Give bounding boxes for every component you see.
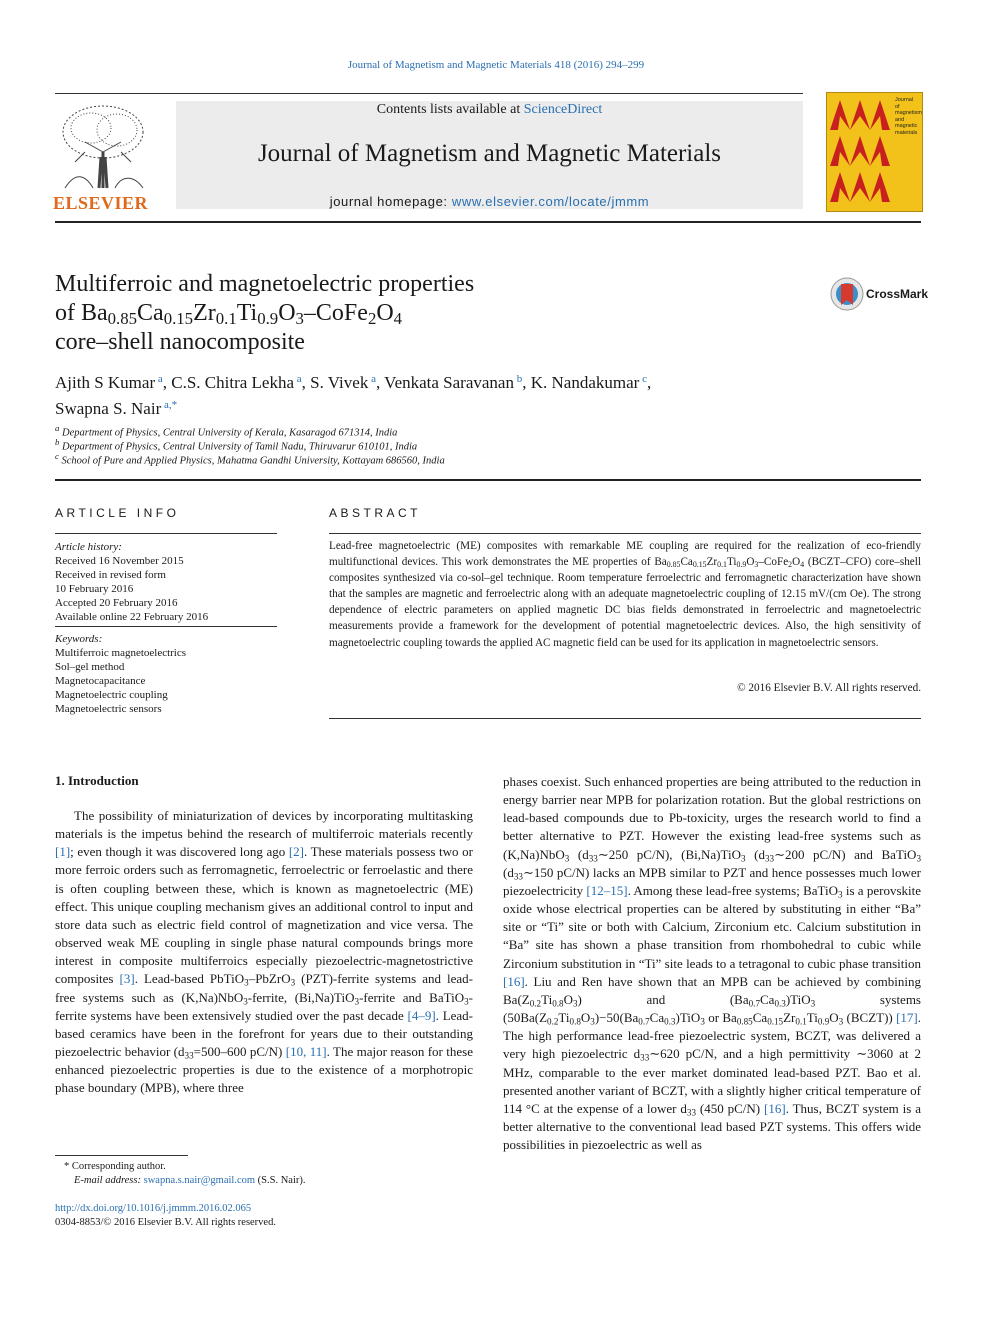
author-affiliation-marker[interactable]: a xyxy=(368,373,376,385)
affiliation-key: b xyxy=(55,437,60,447)
keyword-item: Magnetocapacitance xyxy=(55,675,146,687)
keywords-label: Keywords: xyxy=(55,633,103,645)
author-affiliation-marker[interactable]: a xyxy=(155,373,163,385)
body-right-column: phases coexist. Such enhanced properties are being attributed to the reduction in energy barrier near MPB for polarization rotation. But the global restrictions on lead-based compounds due to Pb-toxicity, urges the research world to find a better alternative to PZT. However the existing lead-free systems such as (K,Na)NbO$_3$ ($d_{33}\sim 250$ pC/N), (Bi,Na)TiO$_3$ ($d_{33}\sim 200$ pC/N) and BaTiO$_3$ ($d_{33}\sim 150$ pC/N) lacks an MPB similar to PZT and hence possesses much lower piezoelectricity [12–15]. Among these lead-free systems; BaTiO$_3$ is a perovskite oxide whose electrical properties can be altered by substituting in either “Ba” site or “Ti” site or both with Calcium, Zirconium etc. Calcium substitution in “Ba” site has shown a phase transition from rhombohedral to cubic while Zirconium substitution in “Ti” site leads to a tetragonal to cubic phase transition [16]. Liu and Ren have shown that an MPB can be achieved by combining $Ba(Z_{0.2}Ti_{0.8}O_3)$ and $(Ba_{0.7}Ca_{0.3})TiO_3$ systems ($50Ba(Z_{0.2}Ti_{0.8}O_3)-50(Ba_{0.7}Ca_{0.3})TiO_3$ or $Ba_{0.85}Ca_{0.15}Zr_{0.1}Ti_{0.9}O_3$ (BCZT)) [17]. The high performance lead-free piezoelectric system, BCZT, was delivered a very high piezoelectric $d_{33}\sim 620$ pC/N, and a high permittivity ∼3060 at 2 MHz, comparable to the ever market dominated lead-based PZT. Bao et al. presented another variant of BCZT, with a slightly higher critical temperature of 114 °C at the expense of a lower $d_{33}$ (450 pC/N) [16]. Thus, BCZT system is a better alternative to the conventional lead based PZT systems. This offers wide possibilities in piezoelectric as well as xyxy=(503,774,921,1153)
journal-title: Journal of Magnetism and Magnetic Materials xyxy=(257,140,722,167)
author-name[interactable]: Venkata Saravanan xyxy=(384,373,514,392)
corresponding-author-note: * Corresponding author. xyxy=(64,1161,166,1172)
history-item: Available online 22 February 2016 xyxy=(55,611,209,623)
author-name[interactable]: Swapna S. Nair xyxy=(55,399,162,418)
contents-prefix: Contents lists available at xyxy=(376,102,521,117)
homepage-link[interactable]: www.elsevier.com/locate/jmmm xyxy=(451,194,650,209)
history-item: Received in revised form xyxy=(55,569,166,581)
article-info-heading: ARTICLE INFO xyxy=(55,506,180,520)
affiliation-c xyxy=(55,451,445,467)
author-name[interactable]: K. Nandakumar xyxy=(530,373,640,392)
title-line-3: core–shell nanocomposite xyxy=(55,329,305,355)
author-name[interactable]: C.S. Chitra Lekha xyxy=(171,373,295,392)
article-info-rule xyxy=(55,533,277,534)
affiliation-key: a xyxy=(55,423,60,433)
abstract-copyright: © 2016 Elsevier B.V. All rights reserved. xyxy=(737,682,921,694)
keyword-item: Sol–gel method xyxy=(55,661,125,673)
doi-link[interactable]: http://dx.doi.org/10.1016/j.jmmm.2016.02.065 xyxy=(55,1203,252,1214)
footnote-rule xyxy=(55,1155,188,1156)
email-link[interactable]: swapna.s.nair@gmail.com xyxy=(143,1175,256,1186)
article-history xyxy=(55,540,277,624)
history-item: Received 16 November 2015 xyxy=(55,555,184,567)
abstract-bottom-rule xyxy=(329,718,921,719)
homepage-prefix: journal homepage: xyxy=(329,194,448,209)
keywords-list xyxy=(55,646,277,716)
crossmark-label[interactable]: CrossMark xyxy=(866,287,929,301)
keyword-item: Magnetoelectric coupling xyxy=(55,689,168,701)
history-item: 10 February 2016 xyxy=(55,583,134,595)
jmmm-cover-mark xyxy=(828,98,894,208)
affiliation-text: School of Pure and Applied Physics, Mahatma Gandhi University, Kottayam 686560, India xyxy=(61,455,445,467)
elsevier-tree-logo xyxy=(55,102,155,190)
author-affiliation-marker[interactable]: b xyxy=(513,373,523,385)
title-line-1: Multiferroic and magnetoelectric properties xyxy=(55,271,475,297)
title-line-2: of $Ba_{0.85}Ca_{0.15}Zr_{0.1}Ti_{0.9}O_3-CoFe_2O_4$ xyxy=(55,300,403,329)
issn-line: 0304-8853/© 2016 Elsevier B.V. All rights reserved. xyxy=(55,1217,276,1228)
history-label: Article history: xyxy=(55,541,122,553)
cover-title: Journal of magnetism and magnetic materials xyxy=(895,97,922,136)
author-affiliation-marker[interactable]: a,* xyxy=(161,399,178,411)
masthead-bottom-rule xyxy=(55,221,921,223)
paper-title xyxy=(55,270,474,357)
author-name[interactable]: Ajith S Kumar xyxy=(55,373,156,392)
author-affiliation-marker[interactable]: a xyxy=(294,373,302,385)
author-affiliation-marker[interactable]: c xyxy=(639,373,647,385)
email-line xyxy=(74,1174,306,1188)
affiliation-rule xyxy=(55,479,921,481)
history-item: Accepted 20 February 2016 xyxy=(55,597,178,609)
author-name[interactable]: S. Vivek xyxy=(310,373,369,392)
abstract-heading: ABSTRACT xyxy=(329,506,422,520)
affiliation-key: c xyxy=(55,451,59,461)
section-heading: 1. Introduction xyxy=(55,773,139,788)
body-left-column: The possibility of miniaturization of devices by incorporating multitasking materials is the impetus behind the research of multiferroic materials recently [1]; even though it was discovered long ago [2]. These materials possess two or more ferroic orders such as ferromagnetic, ferroelectric or ferroelastic and there is often coupling between these, which is known as magnetoelectric (ME) effect. This unique coupling mechanism gives an additional control to input and store data such as electric field control of magnetization and vice versa. The observed weak ME coupling in single phase natural compounds brings more interest in composite multiferroics especially piezoelectric-magnetostrictive composites [3]. Lead-based PbTiO$_3$–PbZrO$_3$ (PZT)-ferrite systems and lead-free systems such as (K,Na)NbO$_3$-ferrite, (Bi,Na)TiO$_3$-ferrite and BaTiO$_3$-ferrite systems have been extensively studied over the past decade [4–9]. Lead-based ceramics have been in the forefront for years due to their outstanding piezoelectric behavior ($d_{33}=500-600$ pC/N) [10, 11]. The major reason for these enhanced piezoelectric properties is due to the existence of a morphotropic phase boundary (MPB), where three xyxy=(55,808,474,1096)
keyword-item: Magnetoelectric sensors xyxy=(55,703,162,715)
keywords-block xyxy=(55,632,277,716)
affiliation-text: Department of Physics, Central University of Kerala, Kasaragod 671314, India xyxy=(62,427,398,439)
author-list: Ajith S Kumar $^a$, C.S. Chitra Lekha $^a$, S. Vivek $^a$, Venkata Saravanan $^b$, K. Nandakumar $^c$, Swapna S. Nair $^{a,*}$ xyxy=(55,373,652,418)
abstract-rule xyxy=(329,533,921,534)
contents-line xyxy=(176,102,803,118)
journal-citation[interactable]: Journal of Magnetism and Magnetic Materials 418 (2016) 294–299 xyxy=(347,59,645,71)
history-list xyxy=(55,554,277,624)
email-label: E-mail address: xyxy=(74,1175,141,1186)
keywords-rule xyxy=(55,626,277,627)
email-owner: (S.S. Nair). xyxy=(257,1175,306,1186)
homepage-line xyxy=(176,194,803,209)
abstract-text: Lead-free magnetoelectric (ME) composites with remarkable ME coupling are required for the realization of eco-friendly multifunctional devices. This work demonstrates the ME properties of $Ba_{0.85}Ca_{0.15}Zr_{0.1}Ti_{0.9}O_3-CoFe_2O_4$ (BCZT–CFO) core–shell composites synthesized via co-sol–gel technique. Room temperature ferroelectric and ferromagnetic characterization have shown that the samples are magnetic and ferroelectric along with an adequate magnetoelectric coupling of 12.15 mV/(cm Oe). The strong dependence of electric parameters on applied magnetic DC bias fields demonstrated in ferroelectric and magnetoelectric measurements provide a framework for the development of potential magnetoelectric devices. Also, the high sensitivity of magnetoelectric coupling towards the applied AC magnetic field can be used for its application in magnetoelectric sensors. xyxy=(329,540,921,649)
affiliation-text: Department of Physics, Central University of Tamil Nadu, Thiruvarur 610101, India xyxy=(62,441,418,453)
sciencedirect-link[interactable]: ScienceDirect xyxy=(523,102,603,117)
masthead-top-rule xyxy=(55,93,803,94)
crossmark-icon[interactable] xyxy=(829,276,865,312)
elsevier-wordmark[interactable]: ELSEVIER xyxy=(53,193,149,213)
keyword-item: Multiferroic magnetoelectrics xyxy=(55,647,187,659)
